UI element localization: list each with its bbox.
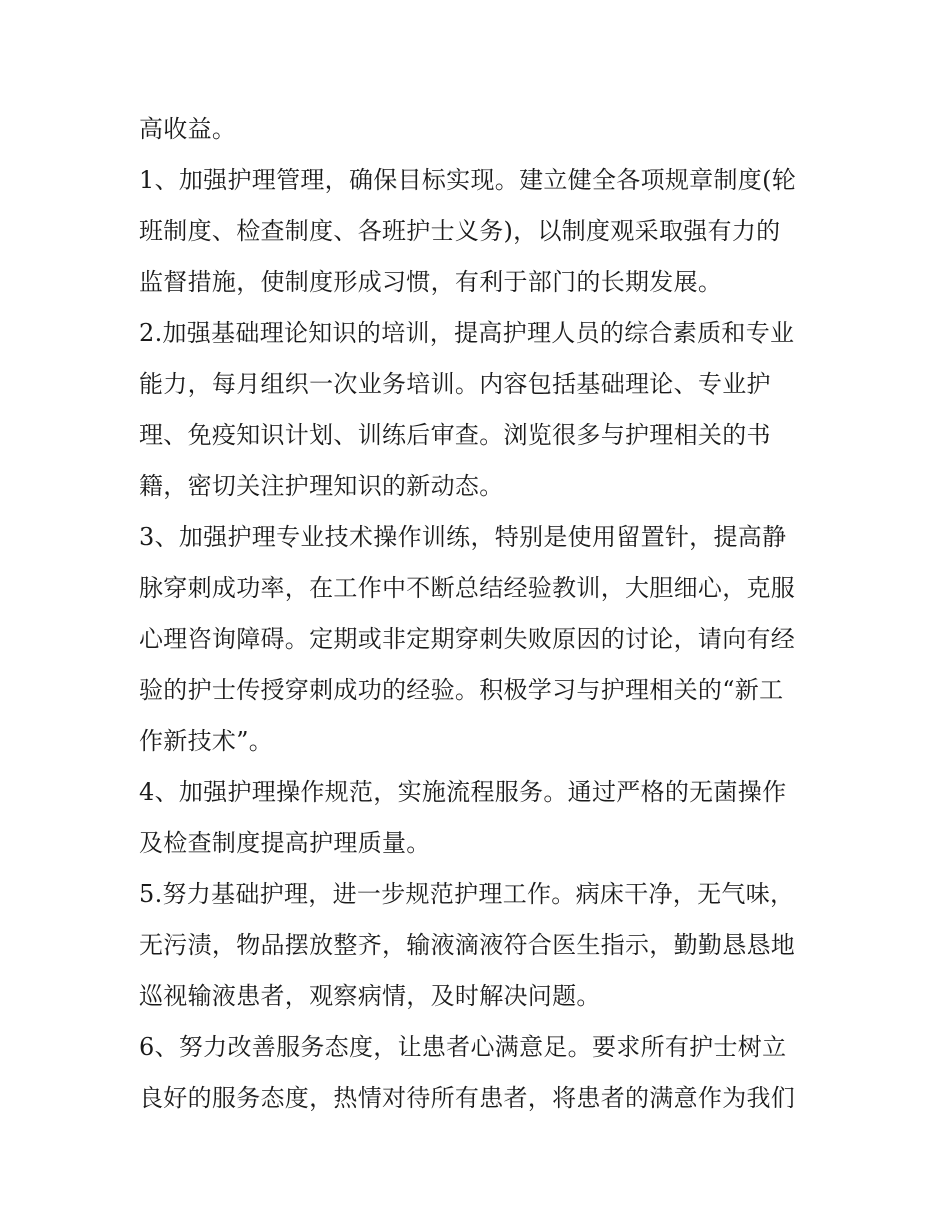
text-line: 良好的服务态度，热情对待所有患者，将患者的满意作为我们 — [139, 1084, 796, 1112]
text-line: 4、加强护理操作规范，实施流程服务。通过严格的无菌操作 — [139, 778, 787, 806]
text-line: 能力，每月组织一次业务培训。内容包括基础理论、专业护 — [139, 370, 771, 398]
text-line: 班制度、检查制度、各班护士义务)，以制度观采取强有力的 — [139, 217, 781, 245]
text-line: 心理咨询障碍。定期或非定期穿刺失败原因的讨论，请向有经 — [139, 625, 796, 653]
text-line: 1、加强护理管理，确保目标实现。建立健全各项规章制度(轮 — [139, 166, 797, 194]
text-line: 巡视输液患者，观察病情，及时解决问题。 — [139, 982, 601, 1010]
text-line: 2.加强基础理论知识的培训，提高护理人员的综合素质和专业 — [139, 319, 795, 347]
text-line: 作新技术”。 — [139, 727, 274, 755]
text-line: 5.努力基础护理，进一步规范护理工作。病床干净，无气味， — [139, 880, 795, 908]
document-body — [139, 104, 829, 1124]
text-line: 无污渍，物品摆放整齐，输液滴液符合医生指示，勤勤恳恳地 — [139, 931, 796, 959]
text-line: 高收益。 — [139, 115, 237, 143]
text-line: 6、努力改善服务态度，让患者心满意足。要求所有护士树立 — [139, 1033, 787, 1061]
text-line: 3、加强护理专业技术操作训练，特别是使用留置针，提高静 — [139, 523, 787, 551]
text-line: 理、免疫知识计划、训练后审查。浏览很多与护理相关的书 — [139, 421, 771, 449]
text-line: 脉穿刺成功率，在工作中不断总结经验教训，大胆细心，克服 — [139, 574, 796, 602]
text-line: 验的护士传授穿刺成功的经验。积极学习与护理相关的“新工 — [139, 676, 784, 704]
text-line: 监督措施，使制度形成习惯，有利于部门的长期发展。 — [139, 268, 723, 296]
text-line: 及检查制度提高护理质量。 — [139, 829, 431, 857]
text-line: 籍，密切关注护理知识的新动态。 — [139, 472, 504, 500]
